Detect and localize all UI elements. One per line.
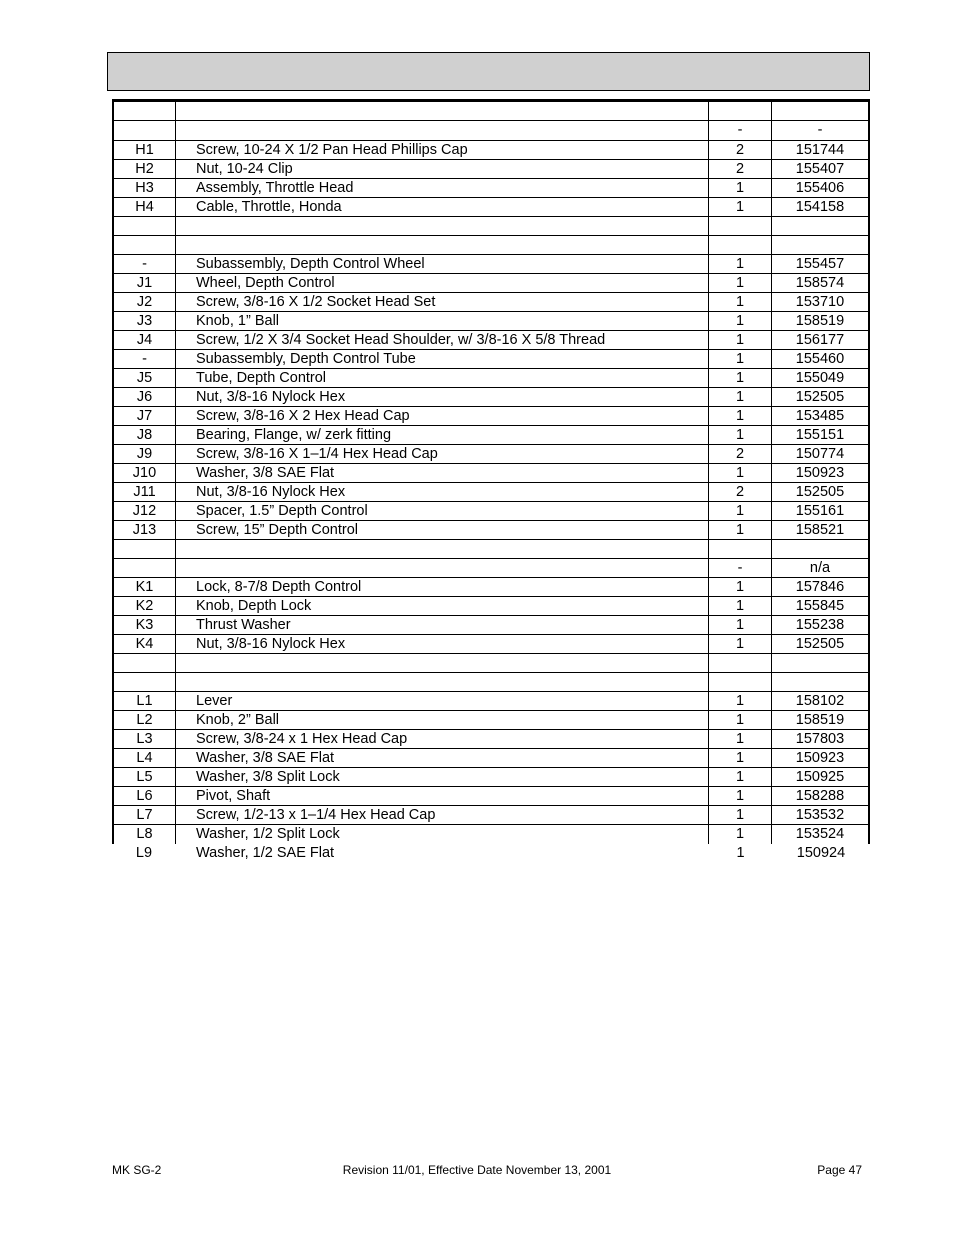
description-cell: Knob, 2” Ball <box>176 711 709 729</box>
table-row <box>112 179 870 198</box>
description-cell: Spacer, 1.5” Depth Control <box>176 502 709 520</box>
description-cell <box>176 217 709 235</box>
description-cell: Washer, 1/2 SAE Flat <box>196 845 335 861</box>
quantity-cell: 1 <box>709 274 772 292</box>
description-cell <box>176 559 709 577</box>
item-number-cell <box>112 121 176 140</box>
footer-page-number: Page 47 <box>817 1163 862 1177</box>
item-number-cell: J8 <box>112 426 176 444</box>
part-number-cell: 151744 <box>772 141 870 159</box>
quantity-cell <box>709 102 772 120</box>
part-number-cell: 152505 <box>772 483 870 501</box>
table-row <box>112 426 870 445</box>
description-cell: Thrust Washer <box>176 616 709 634</box>
table-row <box>112 768 870 787</box>
item-number-cell: L9 <box>135 845 153 861</box>
table-row <box>112 597 870 616</box>
description-cell: Screw, 3/8-24 x 1 Hex Head Cap <box>176 730 709 748</box>
part-number-cell <box>772 673 870 691</box>
quantity-cell: 1 <box>709 255 772 273</box>
part-number-cell: 155845 <box>772 597 870 615</box>
item-number-cell: L4 <box>112 749 176 767</box>
quantity-cell: 1 <box>709 616 772 634</box>
quantity-cell: 1 <box>709 502 772 520</box>
item-number-cell: J9 <box>112 445 176 463</box>
item-number-cell <box>112 559 176 577</box>
description-cell <box>176 654 709 672</box>
description-cell: Washer, 1/2 Split Lock <box>176 825 709 844</box>
part-number-cell: 150925 <box>772 768 870 786</box>
table-row <box>112 787 870 806</box>
part-number-cell: 158519 <box>772 312 870 330</box>
table-row <box>112 198 870 217</box>
item-number-cell: K1 <box>112 578 176 596</box>
quantity-cell: 2 <box>709 445 772 463</box>
part-number-cell: 150774 <box>772 445 870 463</box>
table-row <box>112 483 870 502</box>
item-number-cell: J5 <box>112 369 176 387</box>
part-number-cell: 158521 <box>772 521 870 539</box>
quantity-cell: 1 <box>709 331 772 349</box>
description-cell: Cable, Throttle, Honda <box>176 198 709 216</box>
item-number-cell <box>112 236 176 254</box>
item-number-cell <box>112 540 176 558</box>
part-number-cell: 155238 <box>772 616 870 634</box>
table-row <box>112 121 870 141</box>
footer-doc-id: MK SG-2 <box>112 1163 162 1177</box>
item-number-cell: J3 <box>112 312 176 330</box>
table-row <box>112 388 870 407</box>
description-cell: Assembly, Throttle Head <box>176 179 709 197</box>
part-number-cell: 156177 <box>772 331 870 349</box>
quantity-cell <box>709 236 772 254</box>
table-row <box>112 654 870 673</box>
section-title-bar <box>107 52 870 91</box>
quantity-cell: 2 <box>709 160 772 178</box>
description-cell: Nut, 3/8-16 Nylock Hex <box>176 635 709 653</box>
quantity-cell <box>709 217 772 235</box>
item-number-cell: L5 <box>112 768 176 786</box>
quantity-cell: 1 <box>709 692 772 710</box>
quantity-cell: 1 <box>709 749 772 767</box>
part-number-cell: 153524 <box>772 825 870 844</box>
table-row <box>112 673 870 692</box>
table-row <box>112 502 870 521</box>
table-row <box>112 407 870 426</box>
quantity-cell: 1 <box>709 407 772 425</box>
part-number-cell: 152505 <box>772 635 870 653</box>
description-cell: Tube, Depth Control <box>176 369 709 387</box>
quantity-cell: 1 <box>709 825 772 844</box>
item-number-cell: L3 <box>112 730 176 748</box>
parts-table <box>112 99 870 863</box>
part-number-cell: 153532 <box>772 806 870 824</box>
description-cell: Pivot, Shaft <box>176 787 709 805</box>
item-number-cell: L8 <box>112 825 176 844</box>
part-number-cell: 158574 <box>772 274 870 292</box>
item-number-cell <box>112 102 176 120</box>
part-number-cell: 158288 <box>772 787 870 805</box>
quantity-cell: 1 <box>709 369 772 387</box>
part-number-cell: 153710 <box>772 293 870 311</box>
item-number-cell: J1 <box>112 274 176 292</box>
quantity-cell: 1 <box>709 179 772 197</box>
description-cell: Screw, 1/2-13 x 1–1/4 Hex Head Cap <box>176 806 709 824</box>
table-row <box>112 274 870 293</box>
quantity-cell: 1 <box>709 521 772 539</box>
part-number-cell: 155049 <box>772 369 870 387</box>
table-row <box>112 217 870 236</box>
item-number-cell: J7 <box>112 407 176 425</box>
table-row <box>112 255 870 274</box>
table-row <box>112 616 870 635</box>
description-cell: Nut, 10-24 Clip <box>176 160 709 178</box>
quantity-cell: 1 <box>709 635 772 653</box>
part-number-cell: 158102 <box>772 692 870 710</box>
item-number-cell: H4 <box>112 198 176 216</box>
description-cell: Knob, Depth Lock <box>176 597 709 615</box>
part-number-cell <box>772 236 870 254</box>
description-cell <box>176 121 709 140</box>
quantity-cell: 1 <box>709 711 772 729</box>
description-cell: Screw, 3/8-16 X 1/2 Socket Head Set <box>176 293 709 311</box>
item-number-cell <box>112 673 176 691</box>
item-number-cell: J6 <box>112 388 176 406</box>
table-row <box>112 102 870 121</box>
quantity-cell: 1 <box>709 806 772 824</box>
description-cell: Washer, 3/8 SAE Flat <box>176 749 709 767</box>
description-cell: Washer, 3/8 SAE Flat <box>176 464 709 482</box>
table-row <box>112 635 870 654</box>
table-row <box>112 825 870 844</box>
part-number-cell: - <box>772 121 870 140</box>
quantity-cell: 1 <box>709 787 772 805</box>
table-row <box>112 749 870 768</box>
description-cell: Lock, 8-7/8 Depth Control <box>176 578 709 596</box>
item-number-cell: H2 <box>112 160 176 178</box>
part-number-cell: 155151 <box>772 426 870 444</box>
part-number-cell: 155457 <box>772 255 870 273</box>
table-row <box>112 331 870 350</box>
item-number-cell: J2 <box>112 293 176 311</box>
description-cell: Screw, 3/8-16 X 2 Hex Head Cap <box>176 407 709 425</box>
item-number-cell: J4 <box>112 331 176 349</box>
description-cell: Screw, 1/2 X 3/4 Socket Head Shoulder, w/ 3/8-16 X 5/8 Thread <box>176 331 709 349</box>
description-cell: Nut, 3/8-16 Nylock Hex <box>176 483 709 501</box>
quantity-cell <box>709 540 772 558</box>
quantity-cell: - <box>709 121 772 140</box>
table-row <box>112 141 870 160</box>
table-row <box>112 692 870 711</box>
table-row <box>112 540 870 559</box>
part-number-cell: 154158 <box>772 198 870 216</box>
description-cell: Bearing, Flange, w/ zerk fitting <box>176 426 709 444</box>
quantity-cell: 2 <box>709 483 772 501</box>
description-cell: Lever <box>176 692 709 710</box>
table-row <box>112 844 870 863</box>
description-cell: Nut, 3/8-16 Nylock Hex <box>176 388 709 406</box>
description-cell: Washer, 3/8 Split Lock <box>176 768 709 786</box>
quantity-cell: 1 <box>709 730 772 748</box>
quantity-cell: 1 <box>709 293 772 311</box>
table-row <box>112 350 870 369</box>
part-number-cell: n/a <box>772 559 870 577</box>
table-row <box>112 711 870 730</box>
part-number-cell: 155406 <box>772 179 870 197</box>
part-number-cell <box>772 540 870 558</box>
description-cell: Screw, 15” Depth Control <box>176 521 709 539</box>
footer-revision: Revision 11/01, Effective Date November 13, 2001 <box>342 1163 612 1177</box>
item-number-cell: L6 <box>112 787 176 805</box>
table-row <box>112 464 870 483</box>
table-row <box>112 806 870 825</box>
quantity-cell: 1 <box>736 845 745 861</box>
item-number-cell: K2 <box>112 597 176 615</box>
part-number-cell: 152505 <box>772 388 870 406</box>
item-number-cell: L2 <box>112 711 176 729</box>
quantity-cell: 1 <box>709 768 772 786</box>
part-number-cell: 153485 <box>772 407 870 425</box>
part-number-cell: 157803 <box>772 730 870 748</box>
description-cell: Screw, 10-24 X 1/2 Pan Head Phillips Cap <box>176 141 709 159</box>
item-number-cell: L1 <box>112 692 176 710</box>
table-row <box>112 293 870 312</box>
quantity-cell <box>709 654 772 672</box>
description-cell: Subassembly, Depth Control Tube <box>176 350 709 368</box>
quantity-cell: 1 <box>709 464 772 482</box>
description-cell <box>176 673 709 691</box>
table-row <box>112 160 870 179</box>
table-row <box>112 445 870 464</box>
part-number-cell: 150923 <box>772 464 870 482</box>
part-number-cell: 155407 <box>772 160 870 178</box>
item-number-cell: J13 <box>112 521 176 539</box>
item-number-cell: H3 <box>112 179 176 197</box>
table-row <box>112 369 870 388</box>
quantity-cell <box>709 673 772 691</box>
item-number-cell: K4 <box>112 635 176 653</box>
description-cell: Wheel, Depth Control <box>176 274 709 292</box>
part-number-cell <box>772 102 870 120</box>
item-number-cell: J11 <box>112 483 176 501</box>
part-number-cell: 150923 <box>772 749 870 767</box>
quantity-cell: 1 <box>709 198 772 216</box>
quantity-cell: 1 <box>709 597 772 615</box>
item-number-cell: - <box>112 255 176 273</box>
description-cell: Subassembly, Depth Control Wheel <box>176 255 709 273</box>
part-number-cell: 155161 <box>772 502 870 520</box>
part-number-cell: 155460 <box>772 350 870 368</box>
item-number-cell <box>112 217 176 235</box>
quantity-cell: 1 <box>709 388 772 406</box>
table-row <box>112 312 870 331</box>
table-row <box>112 521 870 540</box>
item-number-cell: H1 <box>112 141 176 159</box>
quantity-cell: 1 <box>709 578 772 596</box>
item-number-cell: L7 <box>112 806 176 824</box>
part-number-cell: 157846 <box>772 578 870 596</box>
part-number-cell <box>772 654 870 672</box>
table-row <box>112 730 870 749</box>
table-row <box>112 578 870 597</box>
description-cell: Screw, 3/8-16 X 1–1/4 Hex Head Cap <box>176 445 709 463</box>
item-number-cell: - <box>112 350 176 368</box>
part-number-cell: 158519 <box>772 711 870 729</box>
item-number-cell <box>112 654 176 672</box>
part-number-cell <box>772 217 870 235</box>
item-number-cell: K3 <box>112 616 176 634</box>
description-cell: Knob, 1” Ball <box>176 312 709 330</box>
item-number-cell: J10 <box>112 464 176 482</box>
description-cell <box>176 102 709 120</box>
description-cell <box>176 236 709 254</box>
table-row <box>112 559 870 578</box>
description-cell <box>176 540 709 558</box>
quantity-cell: - <box>709 559 772 577</box>
quantity-cell: 1 <box>709 312 772 330</box>
item-number-cell: J12 <box>112 502 176 520</box>
table-row <box>112 236 870 255</box>
quantity-cell: 1 <box>709 426 772 444</box>
quantity-cell: 1 <box>709 350 772 368</box>
quantity-cell: 2 <box>709 141 772 159</box>
part-number-cell: 150924 <box>796 845 846 861</box>
